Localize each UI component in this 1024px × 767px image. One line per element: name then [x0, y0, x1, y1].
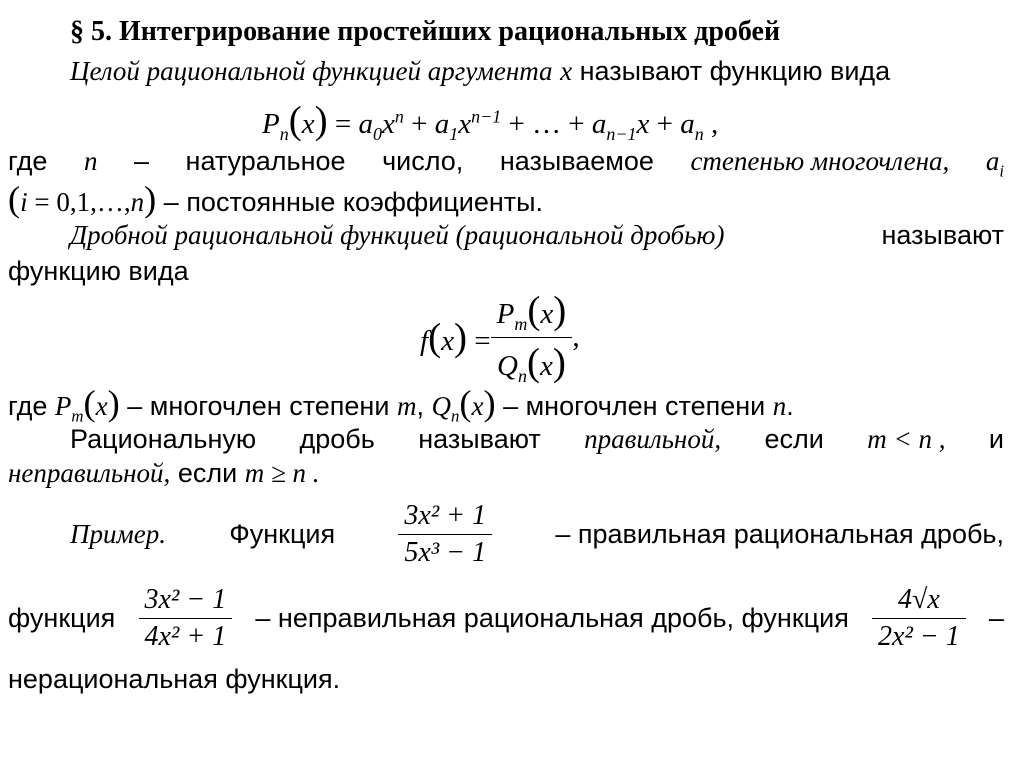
example-proper-text: – правильная рациональная дробь,	[555, 519, 1004, 549]
formula-fraction	[420, 288, 580, 387]
where2-text: где $P_m(x)$ – многочлен степени m, $Q_n(x)$ – многочлен степени n.	[8, 383, 794, 426]
definition-fraction-line2: функцию вида	[8, 256, 189, 286]
fraction2-numerator: 3x² − 1	[144, 584, 227, 615]
fraction-numerator: $P_m(x)$	[496, 289, 567, 334]
rule-line-2	[8, 458, 320, 489]
word-gde: где	[8, 146, 48, 176]
rule-line-1	[70, 424, 1004, 455]
example-line-2	[8, 584, 1004, 653]
word-number: число,	[382, 146, 464, 176]
fraction-denominator: $Q_n(x)$	[491, 337, 572, 387]
cond-m-lt-n: m < n ,	[867, 424, 946, 454]
term-degree: степенью многочлена,	[690, 146, 950, 176]
formula-comma: ,	[572, 320, 580, 353]
page-title: § 5. Интегрирование простейших рациональных дробей	[70, 16, 781, 47]
example-line-1	[70, 500, 1004, 569]
word-function: Функция	[229, 519, 336, 549]
example-last-line: нерациональная функция.	[8, 664, 341, 694]
definition-fraction	[70, 220, 1004, 251]
argument-x: x	[560, 56, 573, 86]
fraction1-numerator: 3x² + 1	[404, 500, 487, 531]
dash: –	[133, 146, 149, 176]
where-line-2	[8, 382, 794, 426]
where-line-1	[8, 146, 1004, 181]
fraction-pm-over-qn	[491, 288, 573, 387]
where-line-1b	[8, 178, 543, 220]
word-function-2: функция	[8, 603, 116, 633]
term-integer-rational-function: Целой рациональной функцией аргумента	[70, 56, 553, 86]
word-and: и	[988, 424, 1004, 454]
fraction-example-1	[398, 500, 492, 569]
word-if-2: если	[177, 458, 238, 488]
fraction-example-2	[139, 584, 233, 653]
example-improper-text: – неправильная рациональная дробь, функция	[255, 603, 849, 633]
index-range: (i = 0,1,…,n)	[8, 179, 157, 219]
dash-end: –	[988, 603, 1004, 633]
definition-tail: называют функцию вида	[579, 56, 891, 86]
word-fraction: дробь	[299, 424, 375, 454]
fraction2-denominator: 4x² + 1	[139, 618, 233, 653]
formula-polynomial	[262, 98, 718, 145]
word-natural: натуральное	[185, 146, 346, 176]
term-improper: неправильной,	[8, 458, 171, 488]
formula-fraction-lhs: f(x) =	[420, 315, 491, 359]
term-proper: правильной,	[584, 424, 722, 454]
word-called-2: называют	[881, 220, 1004, 250]
word-if: если	[764, 424, 824, 454]
formula-polynomial-text: $P_n(x) = a_0x^n + a_1x^{n-1}$ + … + $a_{n-1}x + a_n$ ,	[262, 99, 719, 144]
var-n: n	[83, 146, 98, 176]
word-call: называют	[418, 424, 541, 454]
word-called: называемое	[499, 146, 654, 176]
var-ai: $a_i$	[985, 146, 1004, 181]
coeff-text: – постоянные коэффициенты.	[163, 187, 544, 217]
word-rational: Рациональную	[70, 424, 257, 454]
term-rational-fraction: Дробной рациональной функцией (рациональной дробью)	[70, 220, 725, 250]
fraction3-denominator: 2x² − 1	[872, 618, 966, 653]
fraction3-numerator: 4√x	[897, 584, 940, 615]
example-label: Пример.	[70, 519, 166, 549]
cond-m-ge-n: m ≥ n .	[244, 458, 320, 488]
fraction-example-3	[872, 584, 966, 653]
definition-integer-function	[70, 56, 890, 87]
fraction1-denominator: 5x³ − 1	[398, 534, 492, 569]
